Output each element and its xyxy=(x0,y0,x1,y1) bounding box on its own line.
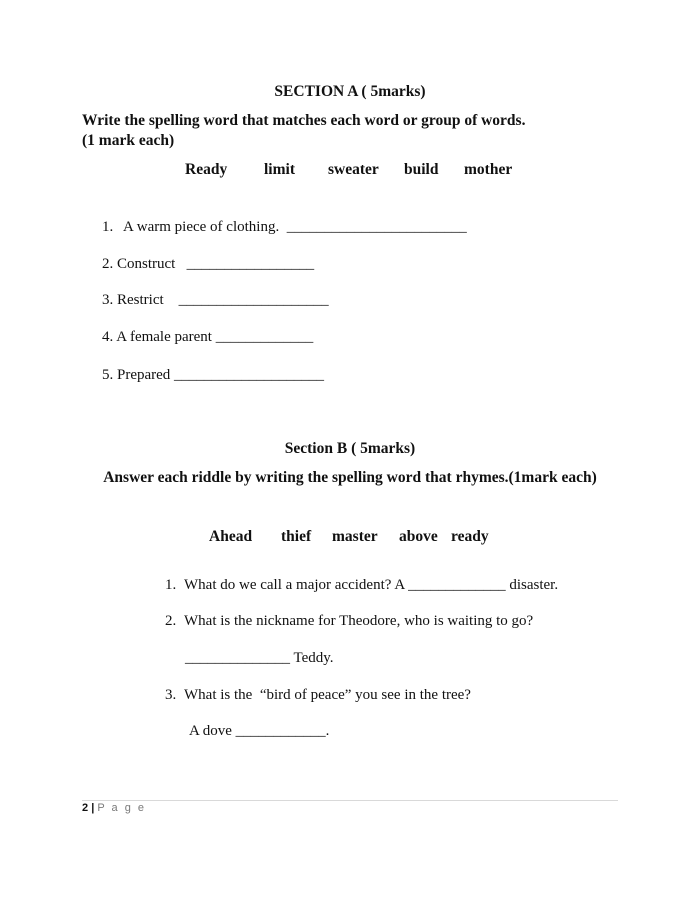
section-a-instruction: Write the spelling word that matches each word or group of words. xyxy=(82,112,526,129)
list-item xyxy=(165,577,558,594)
item-text: Construct _________________ xyxy=(117,256,315,272)
section-a-word-bank xyxy=(0,161,700,181)
item-number: 4. xyxy=(102,329,114,345)
section-b-word-bank xyxy=(0,528,700,548)
item-number: 3. xyxy=(165,687,177,703)
footer-divider xyxy=(82,800,618,801)
list-item xyxy=(102,256,314,273)
list-item xyxy=(102,329,313,346)
word-bank-item: master xyxy=(332,528,378,545)
item-number: 2. xyxy=(102,256,114,272)
word-bank-item: above xyxy=(399,528,438,545)
page-number: 2 xyxy=(82,802,89,814)
word-bank-item: Ready xyxy=(185,161,228,178)
page-label: P a g e xyxy=(97,802,146,814)
item-number: 5. xyxy=(102,367,114,383)
item-text: Restrict ____________________ xyxy=(117,292,329,308)
word-bank-item: limit xyxy=(264,161,295,178)
item-text: Prepared ____________________ xyxy=(117,367,325,383)
item-number: 1. xyxy=(165,577,177,593)
list-item xyxy=(165,613,533,630)
word-bank-item: ready xyxy=(451,528,489,545)
item-number: 1. xyxy=(102,219,114,235)
section-b-instruction: Answer each riddle by writing the spelling word that rhymes.(1mark each) xyxy=(103,469,597,486)
list-item xyxy=(102,367,324,384)
item-text: What do we call a major accident? A _____________ disaster. xyxy=(184,577,559,593)
section-a-heading: SECTION A ( 5marks) xyxy=(274,83,426,100)
word-bank-item: mother xyxy=(464,161,513,178)
item-text: What is the nickname for Theodore, who is waiting to go? xyxy=(184,613,534,629)
item-text: What is the “bird of peace” you see in the tree? xyxy=(184,687,471,703)
word-bank-item: sweater xyxy=(328,161,379,178)
list-item xyxy=(102,292,329,309)
section-a-instruction-marks: (1 mark each) xyxy=(82,132,175,149)
word-bank-item: build xyxy=(404,161,439,178)
list-item xyxy=(102,219,467,236)
word-bank-item: Ahead xyxy=(209,528,253,545)
list-item xyxy=(165,687,471,704)
footer-separator: | xyxy=(91,802,95,814)
item-text: A warm piece of clothing. ________________________ xyxy=(123,219,467,235)
section-b-heading: Section B ( 5marks) xyxy=(284,440,416,457)
item-answer-line: ______________ Teddy. xyxy=(185,650,334,666)
item-answer-line: A dove ____________. xyxy=(189,723,330,739)
page-footer xyxy=(82,802,146,814)
item-number: 2. xyxy=(165,613,177,629)
word-bank-item: thief xyxy=(281,528,312,545)
item-text: A female parent _____________ xyxy=(116,329,314,345)
item-number: 3. xyxy=(102,292,114,308)
